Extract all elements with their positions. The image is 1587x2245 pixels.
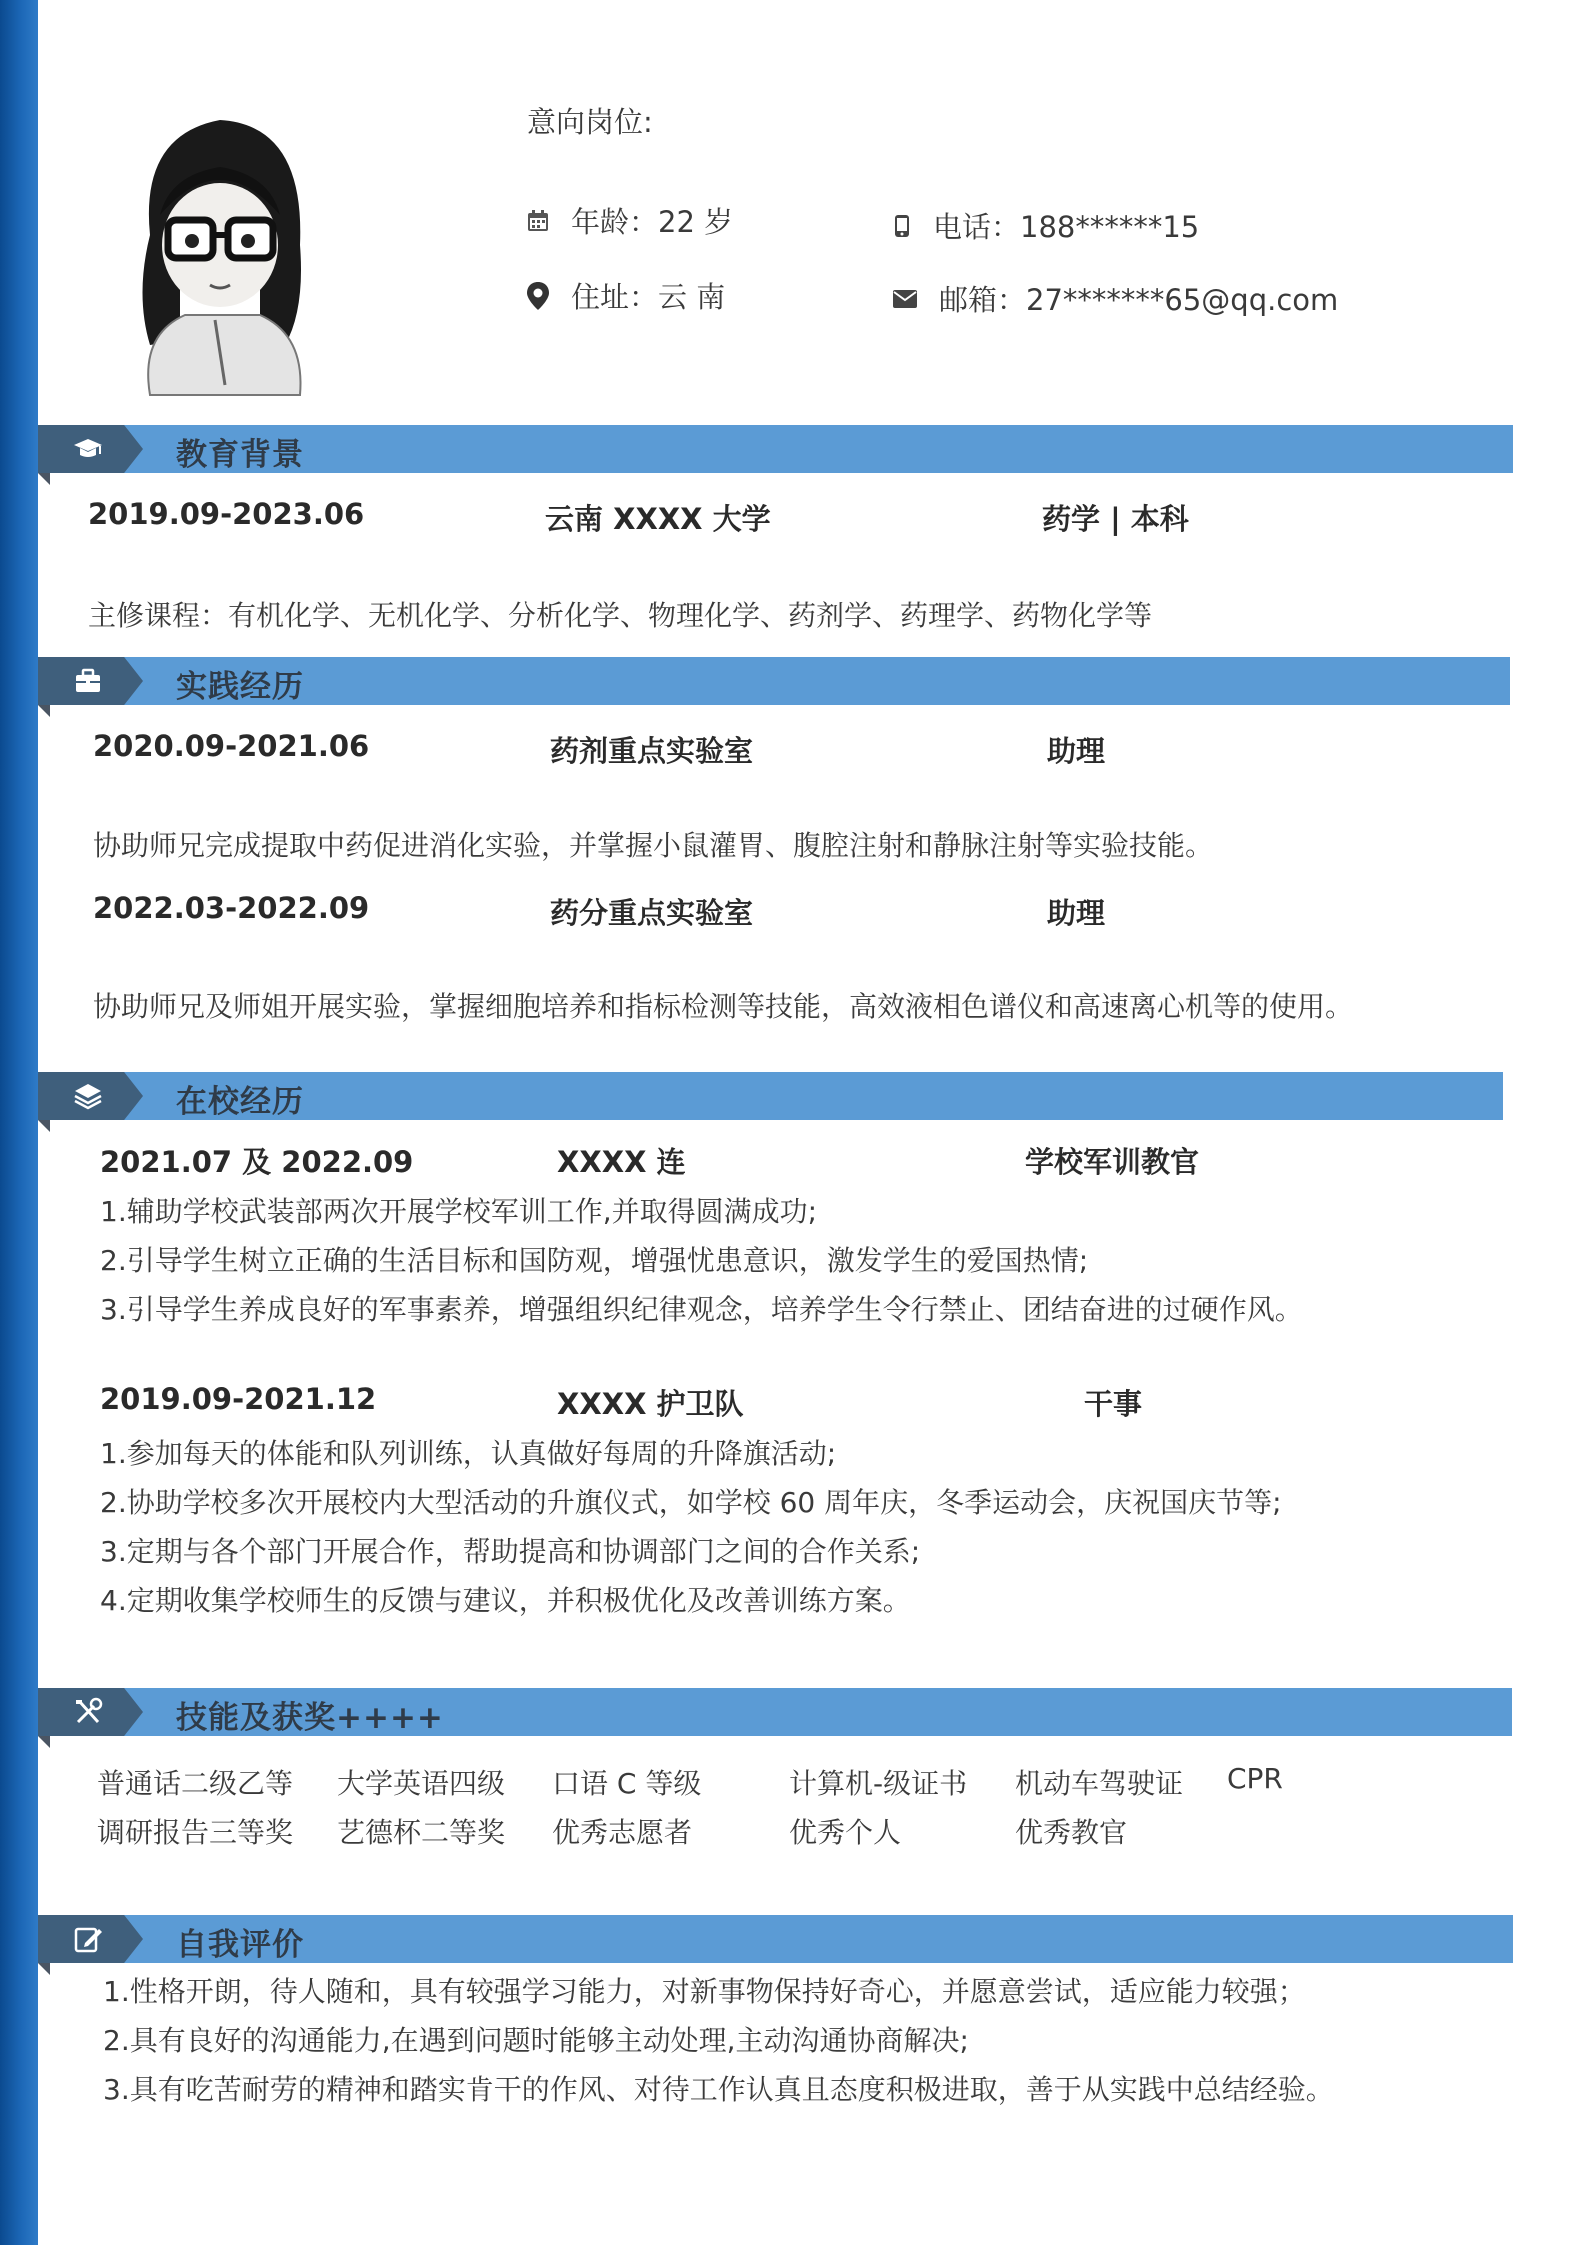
award-item: 调研报告三等奖 xyxy=(97,1816,294,1849)
age-info xyxy=(527,200,733,241)
award-item: 优秀个人 xyxy=(789,1816,902,1849)
bar-fold xyxy=(38,705,50,717)
address-info xyxy=(527,275,725,316)
email-text: 邮箱：27*******65@qq.com xyxy=(939,283,1339,317)
award-item: 优秀教官 xyxy=(1015,1816,1128,1849)
section-title-education: 教育背景 xyxy=(176,437,304,473)
campus-2-period: 2019.09-2021.12 xyxy=(100,1382,377,1416)
award-item: 艺德杯二等奖 xyxy=(337,1816,506,1849)
section-bar-campus xyxy=(38,1072,1503,1120)
job-intention: 意向岗位: xyxy=(527,105,653,139)
self-eval-item: 1.性格开朗，待人随和，具有较强学习能力，对新事物保持好奇心，并愿意尝试，适应能力较强； xyxy=(103,1975,1306,2008)
skill-item: 大学英语四级 xyxy=(337,1767,506,1800)
phone-info xyxy=(893,205,1199,246)
self-eval-item: 3.具有吃苦耐劳的精神和踏实肯干的作风、对待工作认真且态度积极进取，善于从实践中总结经验。 xyxy=(103,2073,1334,2106)
section-title-skills: 技能及获奖++++ xyxy=(176,1700,444,1736)
award-item: 优秀志愿者 xyxy=(552,1816,693,1849)
tools-icon xyxy=(72,1696,104,1728)
edu-period: 2019.09-2023.06 xyxy=(88,497,365,531)
email-info xyxy=(893,278,1338,319)
section-bar-skills xyxy=(38,1688,1512,1736)
self-eval-item: 2.具有良好的沟通能力,在遇到问题时能够主动处理,主动沟通协商解决; xyxy=(103,2024,969,2057)
section-title-practice: 实践经历 xyxy=(176,669,304,705)
practice-1-period: 2020.09-2021.06 xyxy=(93,729,370,763)
graduation-cap-icon xyxy=(72,433,104,465)
practice-2-org: 药分重点实验室 xyxy=(550,896,754,930)
bar-fold xyxy=(38,1120,50,1132)
skill-item: 计算机-级证书 xyxy=(789,1767,968,1800)
phone-icon xyxy=(893,214,911,238)
left-sidebar-stripe xyxy=(0,0,38,2245)
briefcase-icon xyxy=(72,665,104,697)
location-pin-icon xyxy=(527,282,549,310)
campus-1-item: 2.引导学生树立正确的生活目标和国防观，增强忧患意识，激发学生的爱国热情; xyxy=(100,1244,1089,1277)
practice-1-desc: 协助师兄完成提取中药促进消化实验，并掌握小鼠灌胃、腹腔注射和静脉注射等实验技能。 xyxy=(93,829,1214,862)
campus-2-item: 1.参加每天的体能和队列训练，认真做好每周的升降旗活动; xyxy=(100,1437,837,1470)
bar-fold xyxy=(38,1736,50,1748)
campus-2-item: 4.定期收集学校师生的反馈与建议，并积极优化及改善训练方案。 xyxy=(100,1584,911,1617)
campus-2-item: 2.协助学校多次开展校内大型活动的升旗仪式，如学校 60 周年庆，冬季运动会，庆祝国庆节等; xyxy=(100,1486,1282,1519)
practice-2-period: 2022.03-2022.09 xyxy=(93,891,370,925)
campus-1-role: 学校军训教官 xyxy=(1025,1145,1200,1179)
section-bar-education xyxy=(38,425,1513,473)
bar-fold xyxy=(38,1963,50,1975)
calendar-icon xyxy=(527,210,549,232)
bar-fold xyxy=(38,473,50,485)
edu-courses: 主修课程：有机化学、无机化学、分析化学、物理化学、药剂学、药理学、药物化学等 xyxy=(88,599,1153,632)
skill-item: 普通话二级乙等 xyxy=(97,1767,294,1800)
edit-icon xyxy=(72,1923,104,1955)
campus-2-org: XXXX 护卫队 xyxy=(557,1387,744,1421)
edu-major: 药学 | 本科 xyxy=(1042,502,1189,536)
section-title-self-eval: 自我评价 xyxy=(176,1927,304,1963)
practice-2-role: 助理 xyxy=(1047,896,1106,930)
layers-icon xyxy=(72,1080,104,1112)
campus-1-item: 1.辅助学校武装部两次开展学校军训工作,并取得圆满成功; xyxy=(100,1195,818,1228)
skill-item: 机动车驾驶证 xyxy=(1015,1767,1184,1800)
campus-1-period: 2021.07 及 2022.09 xyxy=(100,1145,414,1179)
skill-item: CPR xyxy=(1227,1762,1283,1795)
section-bar-practice xyxy=(38,657,1510,705)
skill-item: 口语 C 等级 xyxy=(552,1767,702,1800)
campus-1-org: XXXX 连 xyxy=(557,1145,686,1179)
campus-2-item: 3.定期与各个部门开展合作，帮助提高和协调部门之间的合作关系; xyxy=(100,1535,921,1568)
practice-1-org: 药剂重点实验室 xyxy=(550,734,754,768)
practice-1-role: 助理 xyxy=(1047,734,1106,768)
campus-1-item: 3.引导学生养成良好的军事素养，增强组织纪律观念，培养学生令行禁止、团结奋进的过硬作风。 xyxy=(100,1293,1303,1326)
address-text: 住址：云 南 xyxy=(571,280,726,314)
edu-school: 云南 XXXX 大学 xyxy=(545,502,771,536)
section-title-campus: 在校经历 xyxy=(176,1084,304,1120)
practice-2-desc: 协助师兄及师姐开展实验，掌握细胞培养和指标检测等技能，高效液相色谱仪和高速离心机等的使用。 xyxy=(93,990,1354,1023)
phone-text: 电话：188******15 xyxy=(933,210,1200,244)
age-text: 年龄：22 岁 xyxy=(571,205,734,239)
envelope-icon xyxy=(893,290,917,308)
campus-2-role: 干事 xyxy=(1084,1387,1143,1421)
section-bar-self-eval xyxy=(38,1915,1513,1963)
avatar xyxy=(110,95,340,405)
